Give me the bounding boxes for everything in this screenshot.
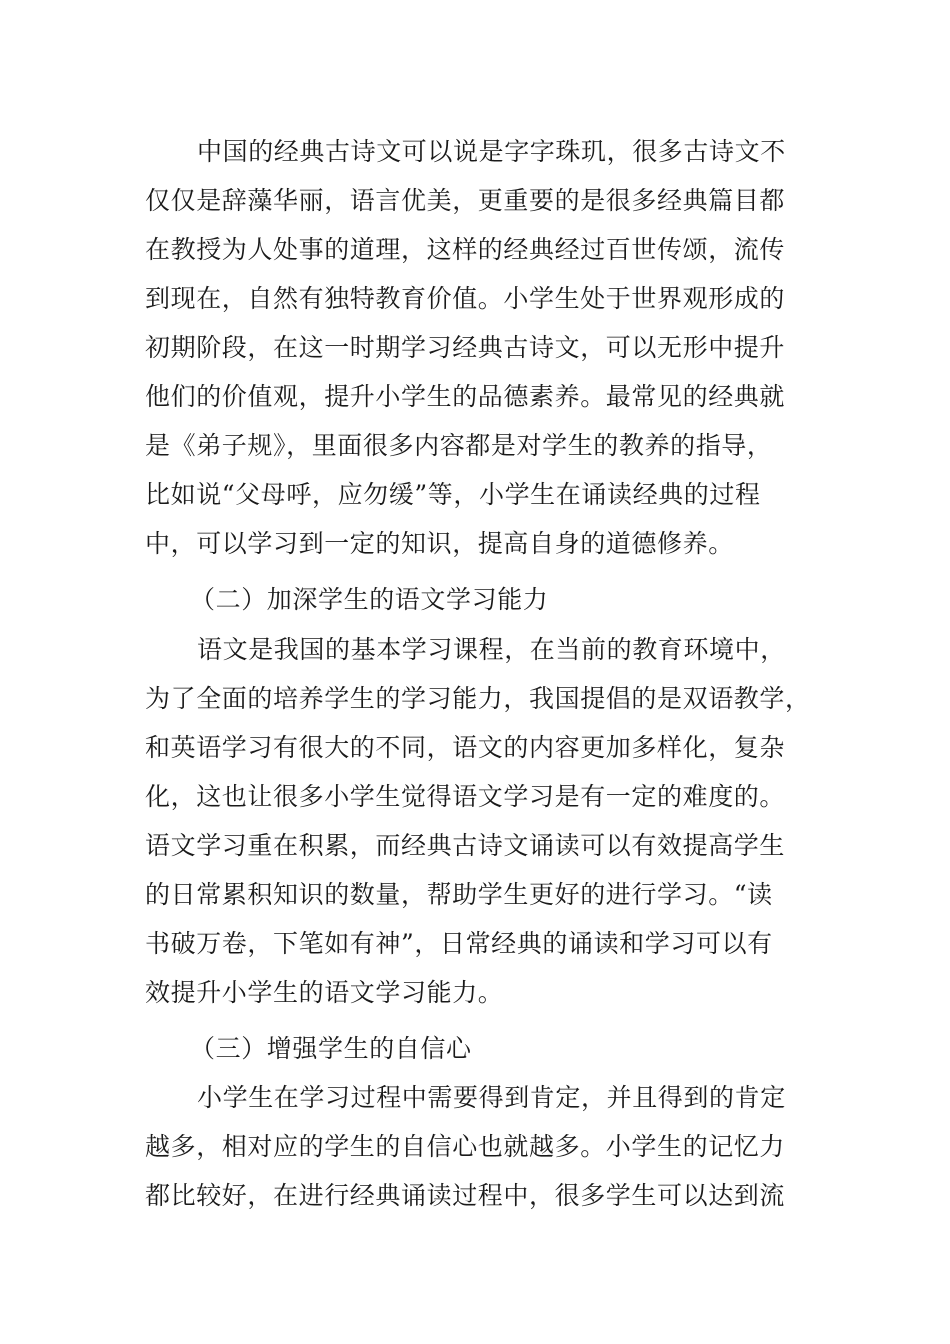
paragraph-1-line-2: 仅仅是辞藻华丽，语言优美，更重要的是很多经典篇目都 — [145, 186, 786, 215]
paragraph-3-line-1: 小学生在学习过程中需要得到肯定，并且得到的肯定 — [197, 1083, 786, 1112]
paragraph-1-line-1: 中国的经典古诗文可以说是字字珠玑，很多古诗文不 — [197, 137, 786, 166]
paragraph-3-line-3: 都比较好，在进行经典诵读过程中，很多学生可以达到流 — [145, 1181, 786, 1210]
section-heading-3: （三）增强学生的自信心 — [190, 1034, 472, 1063]
paragraph-1-line-8: 比如说“父母呼，应勿缓”等，小学生在诵读经典的过程 — [145, 480, 761, 509]
paragraph-1-line-3: 在教授为人处事的道理，这样的经典经过百世传颂，流传 — [145, 235, 786, 264]
paragraph-1-line-5: 初期阶段，在这一时期学习经典古诗文，可以无形中提升 — [145, 333, 786, 362]
paragraph-3-line-2: 越多，相对应的学生的自信心也就越多。小学生的记忆力 — [145, 1132, 786, 1161]
paragraph-1-line-7: 是《弟子规》，里面很多内容都是对学生的教养的指导， — [145, 431, 773, 460]
paragraph-2-line-7: 书破万卷，下笔如有神”，日常经典的诵读和学习可以有 — [145, 929, 773, 958]
paragraph-2-line-4: 化，这也让很多小学生觉得语文学习是有一定的难度的。 — [145, 782, 786, 811]
paragraph-2-line-6: 的日常累积知识的数量，帮助学生更好的进行学习。“读 — [145, 880, 773, 909]
section-heading-2: （二）加深学生的语文学习能力 — [190, 585, 549, 614]
paragraph-2-line-1: 语文是我国的基本学习课程，在当前的教育环境中， — [197, 635, 786, 664]
paragraph-2-line-8: 效提升小学生的语文学习能力。 — [145, 978, 504, 1007]
paragraph-2-line-5: 语文学习重在积累，而经典古诗文诵读可以有效提高学生 — [145, 831, 786, 860]
paragraph-2-line-2: 为了全面的培养学生的学习能力，我国提倡的是双语教学， — [145, 684, 811, 713]
paragraph-1-line-6: 他们的价值观，提升小学生的品德素养。最常见的经典就 — [145, 382, 786, 411]
paragraph-1-line-4: 到现在，自然有独特教育价值。小学生处于世界观形成的 — [145, 284, 786, 313]
paragraph-1-line-9: 中，可以学习到一定的知识，提高自身的道德修养。 — [145, 529, 734, 558]
paragraph-2-line-3: 和英语学习有很大的不同，语文的内容更加多样化，复杂 — [145, 733, 786, 762]
